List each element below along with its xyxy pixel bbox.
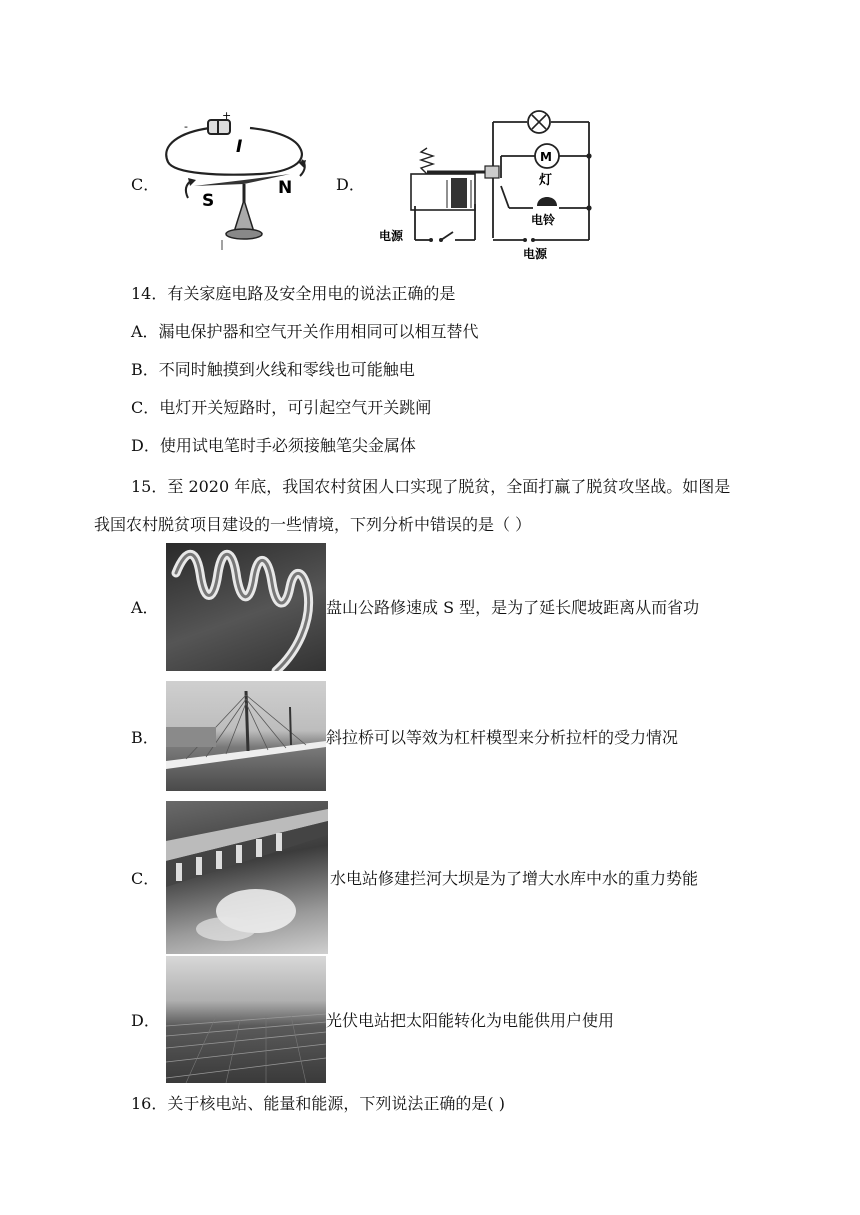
q16-stem: 16．关于核电站、能量和能源，下列说法正确的是( ) — [131, 1094, 505, 1113]
lamp-label: 灯 — [539, 173, 553, 188]
dam-photo — [166, 801, 328, 954]
q15-option-c-text: 水电站修建拦河大坝是为了增大水库中水的重力势能 — [330, 869, 699, 888]
mountain-road-photo — [166, 543, 326, 671]
left-power-label: 电源 — [379, 229, 404, 243]
battery-plus-sign: + — [222, 110, 232, 122]
q14-option-d: D．使用试电笔时手必须接触笔尖金属体 — [131, 436, 416, 455]
q15-stem-line2: 我国农村脱贫项目建设的一些情境，下列分析中错误的是（ ） — [94, 515, 532, 534]
q15-option-a-text: 盘山公路修速成 S 型，是为了延长爬坡距离从而省功 — [326, 598, 700, 617]
q14-option-c: C．电灯开关短路时，可引起空气开关跳闸 — [131, 398, 432, 417]
compass-wire-figure — [160, 110, 325, 260]
q15-option-c-label: C． — [131, 869, 160, 888]
q15-option-d-text: 光伏电站把太阳能转化为电能供用户使用 — [326, 1011, 615, 1030]
q15-stem-line1: 15．至 2020 年底，我国农村贫困人口实现了脱贫，全面打赢了脱贫攻坚战。如图是 — [131, 477, 731, 496]
q14-option-a: A．漏电保护器和空气开关作用相同可以相互替代 — [131, 322, 479, 341]
q15-option-b-label: B． — [131, 728, 159, 747]
q15-option-b-text: 斜拉桥可以等效为杠杆模型来分析拉杆的受力情况 — [326, 728, 679, 747]
cable-bridge-photo — [166, 681, 326, 791]
q14-stem: 14．有关家庭电路及安全用电的说法正确的是 — [131, 284, 456, 303]
solar-plant-photo — [166, 956, 326, 1083]
q13-option-d-label: D． — [336, 175, 365, 194]
south-pole-label: S — [202, 191, 215, 211]
q13-option-c-label: C． — [131, 175, 160, 194]
q15-option-a-label: A． — [131, 598, 159, 617]
relay-circuit-figure — [375, 108, 605, 263]
q15-option-d-label: D． — [131, 1011, 160, 1030]
bottom-power-label: 电源 — [523, 247, 548, 261]
current-label: I — [236, 137, 243, 157]
motor-label: M — [540, 150, 552, 164]
north-pole-label: N — [278, 178, 293, 198]
battery-minus-sign: - — [184, 120, 188, 133]
bell-label: 电铃 — [531, 213, 556, 227]
q14-option-b: B．不同时触摸到火线和零线也可能触电 — [131, 360, 415, 379]
